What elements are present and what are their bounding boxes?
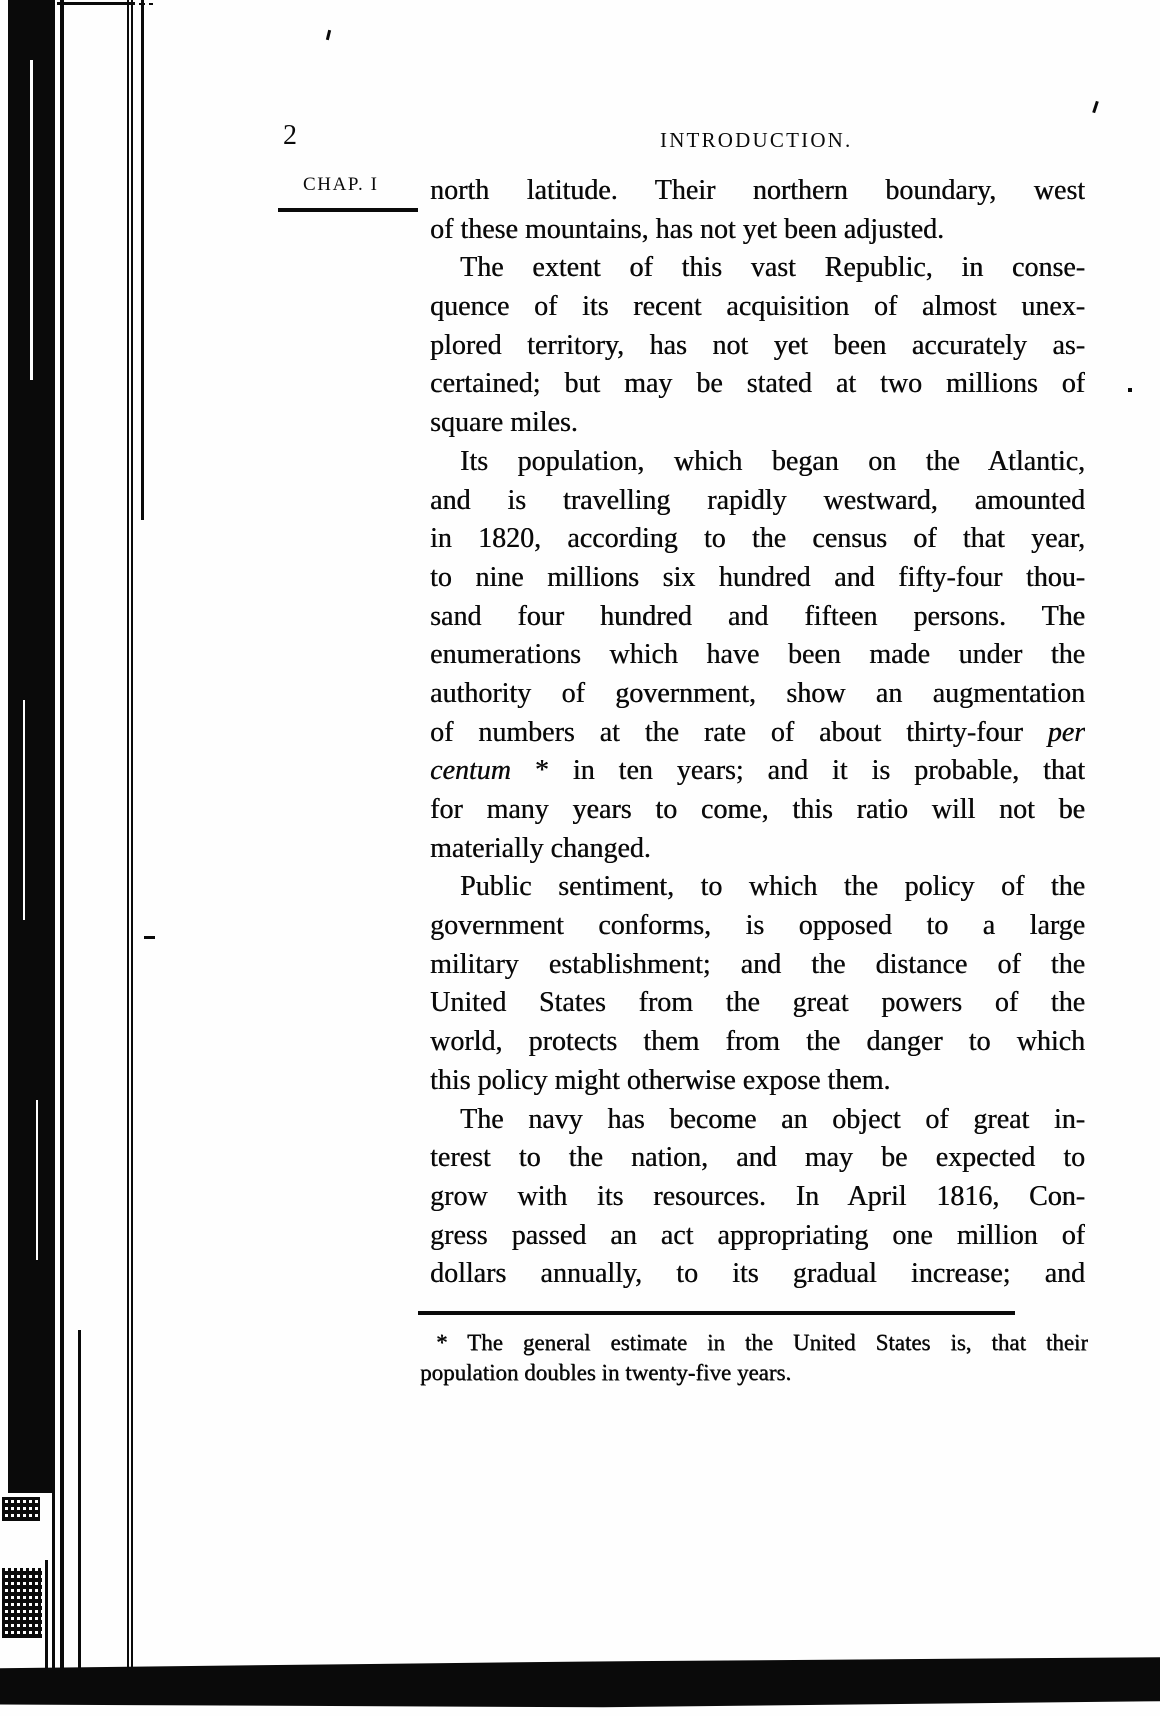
ink-speck — [326, 30, 331, 40]
page-frame-top-dot — [139, 3, 145, 5]
chapter-note: CHAP. I — [303, 174, 379, 195]
body-line — [430, 752, 1085, 791]
body-line: grow with its resources. In April 1816, Con- — [430, 1180, 1085, 1212]
page-number: 2 — [283, 120, 297, 151]
body-line: for many years to come, this ratio will not be — [430, 794, 1085, 825]
body-line: The navy has become an object of great in- — [460, 1103, 1085, 1135]
running-head: INTRODUCTION. — [660, 128, 853, 152]
body-line: dollars annually, to its gradual increase; and — [430, 1258, 1085, 1290]
page-edge-line — [131, 0, 133, 1668]
page-edge-line — [78, 1330, 81, 1668]
page-edge-line — [141, 0, 144, 520]
body-line: authority of government, show an augmentation — [430, 677, 1085, 709]
body-line: world, protects them from the danger to which — [430, 1026, 1085, 1058]
body-line: this policy might otherwise expose them. — [430, 1064, 891, 1096]
body-line: materially changed. — [430, 832, 651, 864]
body-line: gress passed an act appropriating one million of — [430, 1219, 1085, 1251]
speckle-block — [2, 1568, 42, 1638]
ink-speck — [1128, 388, 1132, 392]
chapter-note-rule — [278, 208, 418, 212]
body-text-block — [430, 172, 1085, 1294]
footnote-rule — [418, 1311, 1015, 1315]
body-line: certained; but may be stated at two millions of — [430, 368, 1085, 400]
body-line: of these mountains, has not yet been adjusted. — [430, 213, 944, 245]
ink-speck — [1092, 101, 1099, 113]
gutter-white-streak — [23, 700, 25, 920]
footnote-block — [420, 1328, 1088, 1388]
page-edge-line — [52, 0, 55, 1668]
gutter-white-streak — [36, 1100, 38, 1260]
footnote-line: * The general estimate in the United States is, that their — [436, 1330, 1088, 1355]
body-line: terest to the nation, and may be expected to — [430, 1142, 1085, 1174]
speckle-block — [2, 1497, 40, 1521]
body-line: north latitude. Their northern boundary, west — [430, 175, 1085, 206]
body-line: Its population, which began on the Atlantic, — [460, 445, 1085, 477]
body-line-text: of numbers at the rate of about thirty-four — [430, 716, 1048, 748]
body-line: and is travelling rapidly westward, amounted — [430, 484, 1085, 516]
body-line: Public sentiment, to which the policy of the — [460, 871, 1085, 903]
page-edge-line — [45, 1560, 48, 1668]
body-line: enumerations which have been made under the — [430, 639, 1085, 671]
footnote-line: population doubles in twenty-five years. — [420, 1360, 792, 1385]
body-line: military establishment; and the distance of the — [430, 948, 1085, 980]
body-line: United States from the great powers of the — [430, 987, 1085, 1019]
ink-speck — [144, 936, 155, 939]
body-line-text: * in ten years; and it is probable, that — [510, 755, 1085, 787]
latin-phrase: centum — [430, 755, 511, 787]
body-line: quence of its recent acquisition of almost unex- — [430, 291, 1085, 323]
body-line: The extent of this vast Republic, in conse- — [460, 252, 1085, 284]
body-line: sand four hundred and fifteen persons. The — [430, 600, 1085, 632]
body-line — [430, 714, 1085, 753]
body-line: to nine millions six hundred and fifty-four thou- — [430, 561, 1085, 593]
page-frame-top-line — [57, 2, 135, 5]
page-frame-top-dot — [149, 3, 153, 5]
body-line: in 1820, according to the census of that year, — [430, 523, 1085, 555]
page-edge-line — [127, 0, 129, 1668]
bottom-scan-bar — [0, 1655, 1160, 1710]
latin-phrase: per — [1047, 716, 1085, 748]
body-line: square miles. — [430, 407, 578, 439]
page-edge-line — [60, 0, 64, 1670]
gutter-white-streak — [30, 60, 33, 380]
body-line: plored territory, has not yet been accurately as- — [430, 329, 1085, 361]
body-line: government conforms, is opposed to a large — [430, 910, 1085, 942]
